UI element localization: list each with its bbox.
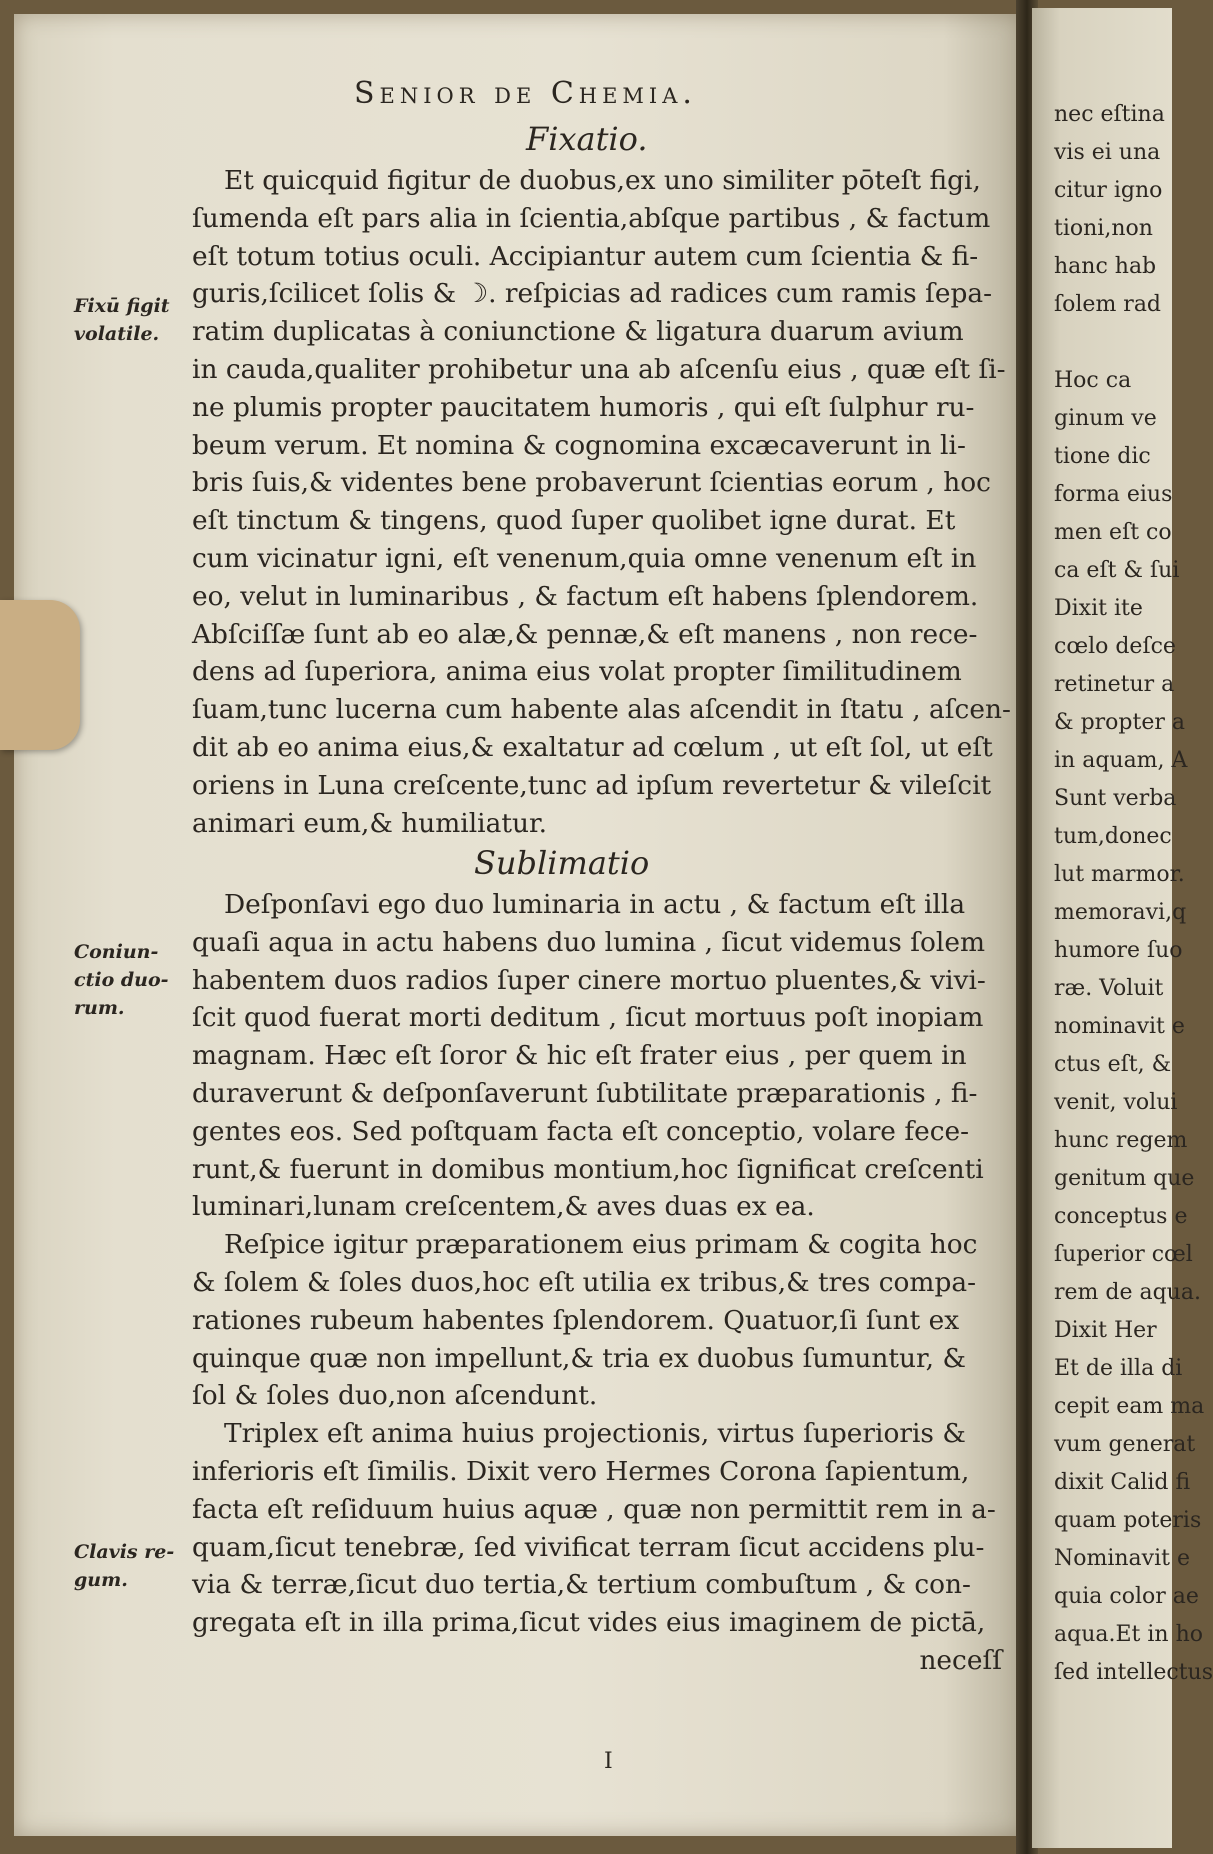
facing-line: ſolem rad	[1054, 292, 1162, 317]
facing-line: cœlo deſce	[1054, 634, 1176, 659]
text-line: Triplex eſt anima huius projectionis, virtus ſuperioris &	[224, 1418, 966, 1450]
facing-page	[1032, 8, 1213, 1848]
facing-line: & propter a	[1054, 710, 1185, 735]
facing-line: aqua.Et in ho	[1054, 1622, 1203, 1647]
fixatio-text	[192, 162, 1012, 842]
sublimatio-text	[192, 886, 1012, 1680]
facing-line: ſuperior cœl	[1054, 1242, 1193, 1267]
facing-line: forma eius	[1054, 482, 1173, 507]
facing-line: Hoc ca	[1054, 368, 1132, 393]
facing-line: hunc regem	[1054, 1128, 1188, 1153]
facing-line: ginum ve	[1054, 406, 1157, 431]
facing-line: ctus eſt, &	[1054, 1052, 1172, 1077]
facing-line: Sunt verba	[1054, 786, 1177, 811]
facing-line: tioni,non	[1054, 216, 1153, 241]
facing-line: ca eſt & ſui	[1054, 558, 1180, 583]
text-line: quinque quæ non impellunt,& tria ex duobus ſumuntur, &	[192, 1342, 966, 1374]
text-line: runt,& fuerunt in domibus montium,hoc ſignificat creſcenti	[192, 1153, 984, 1185]
margin-note-line: ctio duo-	[74, 969, 169, 991]
facing-line: tione dic	[1054, 444, 1151, 469]
facing-line: quam poteris	[1054, 1508, 1202, 1533]
text-line: gentes eos. Sed poſtquam facta eſt conceptio, volare fece-	[192, 1115, 970, 1147]
margin-note-line: Clavis re-	[74, 1541, 175, 1563]
facing-line: ſed intellectus	[1054, 1660, 1213, 1685]
text-line: Et quicquid figitur de duobus,ex uno similiter pōteſt figi,	[224, 165, 981, 196]
facing-line: Dixit Her	[1054, 1318, 1157, 1343]
text-line: via & terræ,ſicut duo tertia,& tertium combuſtum , & con-	[192, 1569, 971, 1601]
text-line: dit ab eo anima eius,& exaltatur ad cœlum , ut eſt ſol, ut eſt	[192, 731, 993, 763]
facing-line: in aquam, A	[1054, 748, 1188, 773]
text-line: ſuam,tunc lucerna cum habente alas aſcendit in ſtatu , aſcen-	[192, 694, 1011, 726]
text-line: oriens in Luna creſcente,tunc ad ipſum revertetur & vileſcit	[192, 769, 992, 801]
facing-line: quia color ae	[1054, 1584, 1199, 1609]
section-title-sublimatio: Sublimatio	[474, 844, 650, 882]
text-line: quaſi aqua in actu habens duo lumina , ſicut videmus ſolem	[192, 926, 985, 958]
facing-line: vum generat	[1054, 1432, 1196, 1457]
facing-line: Dixit ite	[1054, 596, 1143, 621]
facing-line: nominavit e	[1054, 1014, 1185, 1039]
facing-line: nec eſtina	[1054, 102, 1165, 127]
text-line: quam,ſicut tenebræ, ſed vivificat terram ſicut accidens plu-	[192, 1531, 985, 1563]
text-line: guris,ſcilicet ſolis & ☽. reſpicias ad radices cum ramis ſepa-	[192, 278, 993, 310]
facing-line: conceptus e	[1054, 1204, 1188, 1229]
text-line: eſt totum totius oculi. Accipiantur autem cum ſcientia & fi-	[192, 240, 979, 272]
facing-line	[1054, 324, 1184, 362]
margin-note-line: volatile.	[74, 323, 160, 345]
facing-line: tum,donec	[1054, 824, 1172, 849]
text-line: bris ſuis,& videntes bene probaverunt ſcientias eorum , hoc	[192, 467, 991, 499]
facing-line: genitum que	[1054, 1166, 1195, 1191]
folio-mark: I	[604, 1749, 613, 1774]
text-line: habentem duos radios ſuper cinere mortuo pluentes,& vivi-	[192, 964, 986, 996]
facing-line: cepit eam ma	[1054, 1394, 1205, 1419]
facing-line: rem de aqua.	[1054, 1280, 1201, 1305]
text-line: animari eum,& humiliatur.	[192, 807, 548, 839]
text-line: ſumenda eſt pars alia in ſcientia,abſque partibus , & factum	[192, 202, 991, 234]
facing-line: memoravi,q	[1054, 900, 1187, 925]
text-line: & ſolem & ſoles duos,hoc eſt utilia ex tribus,& tres compa-	[192, 1266, 976, 1298]
text-line: ſol & ſoles duo,non aſcendunt.	[192, 1380, 598, 1412]
facing-line: ræ. Voluit	[1054, 976, 1164, 1001]
facing-line: dixit Calid fi	[1054, 1470, 1191, 1495]
facing-line: Nominavit e	[1054, 1546, 1190, 1571]
section-title-fixatio: Fixatio.	[526, 120, 648, 158]
text-line: inferioris eſt ſimilis. Dixit vero Hermes Corona ſapientum,	[192, 1455, 970, 1487]
facing-line: Et de illa di	[1054, 1356, 1183, 1381]
facing-line: retinetur a	[1054, 672, 1175, 697]
text-line: facta eſt reſiduum huius aquæ , quæ non permittit rem in a-	[192, 1493, 996, 1525]
text-line: luminari,lunam creſcentem,& aves duas ex ea.	[192, 1191, 815, 1223]
facing-line: citur igno	[1054, 178, 1163, 203]
margin-note-coniunctio	[74, 938, 169, 1022]
text-line: eſt tinctum & tingens, quod ſuper quolibet igne durat. Et	[192, 505, 956, 537]
left-page	[14, 14, 1024, 1836]
catchword: neceſſ	[919, 1644, 1002, 1676]
margin-note-line: Fixū figit	[74, 295, 170, 317]
text-line: Abſciſſæ ſunt ab eo alæ,& pennæ,& eſt manens , non rece-	[192, 618, 978, 650]
text-line: in cauda,qualiter prohibetur una ab aſcenſu eius , quæ eſt ſi-	[192, 353, 1006, 385]
text-line: ſcit quod fuerat morti deditum , ſicut mortuus poſt inopiam	[192, 1002, 984, 1034]
facing-line: lut marmor.	[1054, 862, 1185, 887]
facing-line: humore ſuo	[1054, 938, 1183, 963]
text-line: Reſpice igitur præparationem eius primam & cogita hoc	[224, 1229, 978, 1261]
text-line: ratim duplicatas à coniunctione & ligatura duarum avium	[192, 316, 964, 348]
text-line: rationes rubeum habentes ſplendorem. Quatuor,ſi ſunt ex	[192, 1304, 960, 1336]
text-line: duraverunt & deſponſaverunt ſubtilitate præparationis , fi-	[192, 1077, 978, 1109]
text-line: beum verum. Et nomina & cognomina excæcaverunt in li-	[192, 429, 966, 461]
facing-line: men eſt co	[1054, 520, 1172, 545]
margin-note-fixum	[74, 292, 170, 348]
text-line: gregata eſt in illa prima,ſicut vides eius imaginem de pictā,	[192, 1607, 986, 1639]
facing-line: vis ei una	[1054, 140, 1161, 165]
text-line: ne plumis propter paucitatem humoris , qui eſt ſulphur ru-	[192, 391, 975, 423]
facing-line: venit, volui	[1054, 1090, 1178, 1115]
text-line: eo, velut in luminaribus , & factum eſt habens ſplendorem.	[192, 580, 979, 612]
facing-line: hanc hab	[1054, 254, 1157, 279]
facing-page-text	[1054, 96, 1213, 1692]
running-header: Senior de Chemia.	[354, 76, 697, 111]
text-line: magnam. Hæc eſt ſoror & hic eſt frater eius , per quem in	[192, 1040, 967, 1072]
bookmark-tab	[0, 600, 80, 750]
margin-note-line: rum.	[74, 997, 125, 1019]
text-line: dens ad ſuperiora, anima eius volat propter ſimilitudinem	[192, 656, 962, 688]
margin-note-clavis	[74, 1538, 174, 1594]
margin-note-line: gum.	[74, 1569, 128, 1591]
margin-note-line: Coniun-	[74, 941, 159, 963]
text-line: Deſponſavi ego duo luminaria in actu , & factum eſt illa	[224, 889, 966, 920]
text-line: cum vicinatur igni, eſt venenum,quia omne venenum eſt in	[192, 542, 977, 574]
